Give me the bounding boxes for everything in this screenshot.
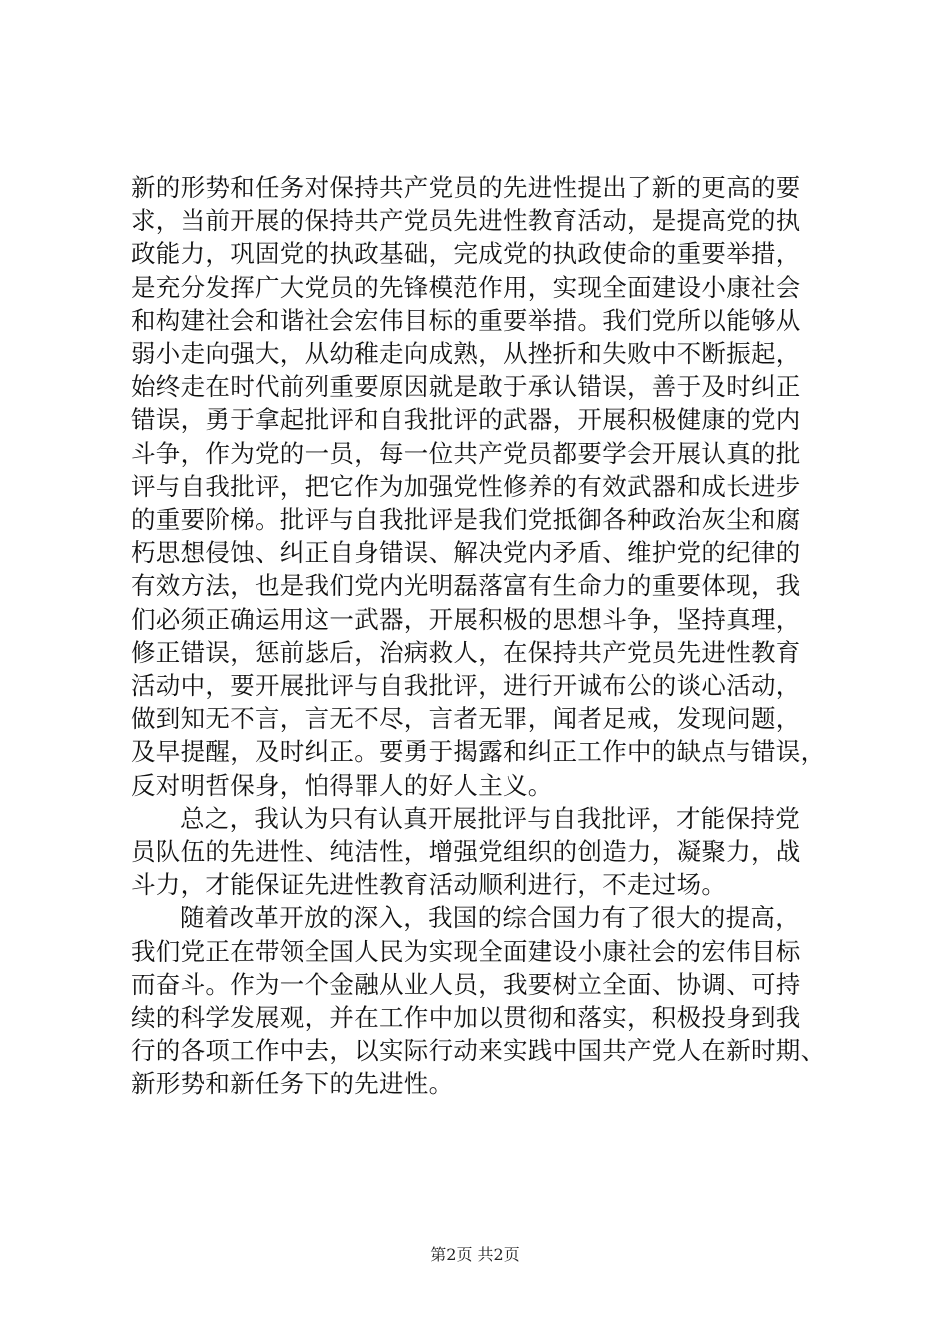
text-line: 总之，我认为只有认真开展批评与自我批评，才能保持党 [180,803,800,833]
text-line: 新形势和新任务下的先进性。 [131,1069,454,1099]
body-paragraph [131,901,831,1100]
text-line: 始终走在时代前列重要原因就是敢于承认错误，善于及时纠正 [131,372,801,402]
text-line: 做到知无不言，言无不尽，言者无罪，闻者足戒，发现问题， [131,704,801,734]
text-line: 反对明哲保身，怕得罪人的好人主义。 [131,770,553,800]
body-paragraph [131,171,831,802]
text-line: 弱小走向强大，从幼稚走向成熟，从挫折和失败中不断振起， [131,339,801,369]
text-line: 有效方法，也是我们党内光明磊落富有生命力的重要体现，我 [131,571,801,601]
text-line: 斗力，才能保证先进性教育活动顺利进行，不走过场。 [131,870,727,900]
text-line: 新的形势和任务对保持共产党员的先进性提出了新的更高的要 [131,173,801,202]
text-line: 评与自我批评，把它作为加强党性修养的有效武器和成长进步 [131,471,801,501]
text-line: 修正错误，惩前毖后，治病救人，在保持共产党员先进性教育 [131,637,801,667]
text-line: 求，当前开展的保持共产党员先进性教育活动，是提高党的执 [131,206,801,236]
text-line: 朽思想侵蚀、纠正自身错误、解决党内矛盾、维护党的纪律的 [131,538,801,568]
page-footer: 第2页 共2页 [430,1245,520,1264]
text-line: 随着改革开放的深入，我国的综合国力有了很大的提高， [180,903,800,933]
text-line: 是充分发挥广大党员的先锋模范作用，实现全面建设小康社会 [131,272,801,302]
text-line: 的重要阶梯。批评与自我批评是我们党抵御各种政治灰尘和腐 [131,505,801,535]
text-line: 政能力，巩固党的执政基础，完成党的执政使命的重要举措， [131,239,801,269]
text-line: 错误，勇于拿起批评和自我批评的武器，开展积极健康的党内 [131,405,801,435]
text-line: 行的各项工作中去，以实际行动来实践中国共产党人在新时期、 [131,1036,826,1066]
text-line: 斗争，作为党的一员，每一位共产党员都要学会开展认真的批 [131,438,801,468]
text-line: 及早提醒，及时纠正。要勇于揭露和纠正工作中的缺点与错误， [131,737,826,767]
text-line: 而奋斗。作为一个金融从业人员，我要树立全面、协调、可持 [131,969,801,999]
text-line: 续的科学发展观，并在工作中加以贯彻和落实，积极投身到我 [131,1003,801,1033]
text-line: 员队伍的先进性、纯洁性，增强党组织的创造力，凝聚力，战 [131,837,801,867]
text-line: 们必须正确运用这一武器，开展积极的思想斗争，坚持真理， [131,604,801,634]
document-body [131,171,831,1101]
text-line: 活动中，要开展批评与自我批评，进行开诚布公的谈心活动， [131,671,801,701]
text-line: 和构建社会和谐社会宏伟目标的重要举措。我们党所以能够从 [131,305,801,335]
text-line: 我们党正在带领全国人民为实现全面建设小康社会的宏伟目标 [131,936,801,966]
body-paragraph [131,802,831,902]
